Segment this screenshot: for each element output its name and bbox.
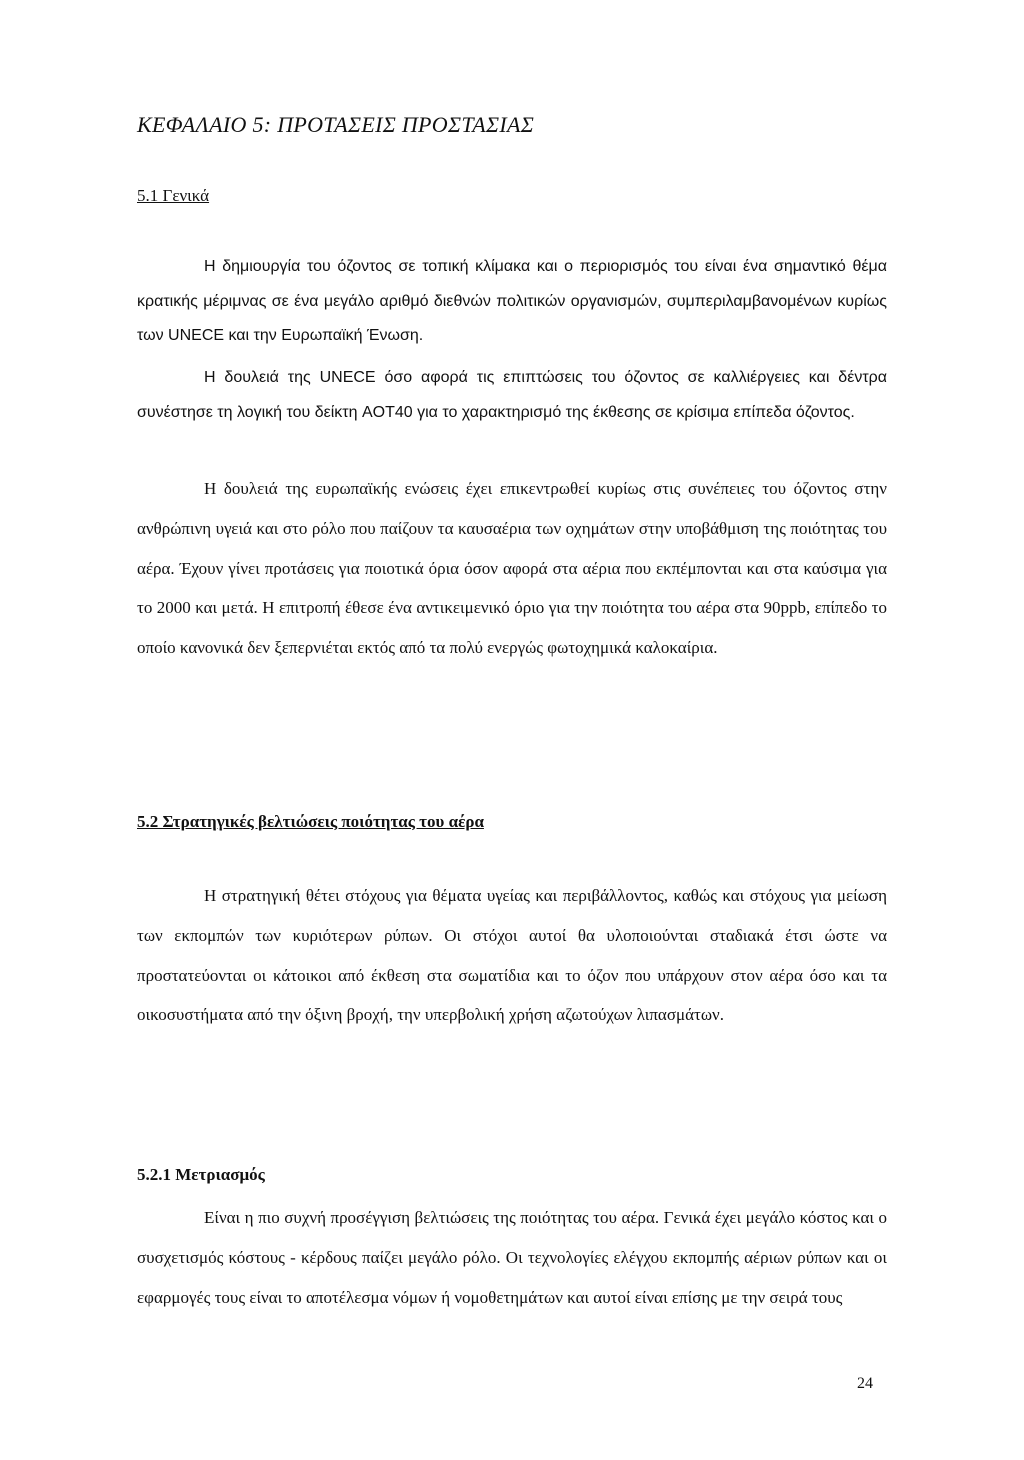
paragraph-5-2-1-1: Είναι η πιο συχνή προσέγγιση βελτιώσεις της ποιότητας του αέρα. Γενικά έχει μεγάλο κόστος και ο συσχετισμός κόστους - κέρδους παίζει μεγάλο ρόλο. Οι τεχνολογίες ελέγχου εκπομπής αέριων ρύπων και οι εφαρμογές τους είναι το αποτέλεσμα νόμων ή νομοθετημάτων και αυτοί είναι επίσης με την σειρά τους — [137, 1208, 887, 1307]
section-heading-5-1: 5.1 Γενικά — [137, 186, 210, 205]
section-heading-5-2: 5.2 Στρατηγικές βελτιώσεις ποιότητας του αέρα — [137, 812, 484, 831]
paragraph-5-1-3: Η δουλειά της ευρωπαϊκής ενώσεις έχει επικεντρωθεί κυρίως στις συνέπειες του όζοντος στην ανθρώπινη υγειά και στο ρόλο που παίζουν τα καυσαέρια των οχημάτων στην υποβάθμιση της ποιότητας του αέρα. Έχουν γίνει προτάσεις για ποιοτικά όρια όσον αφορά στα αέρια που εκπέμπονται και στα καύσιμα για το 2000 και μετά. Η επιτροπή έθεσε ένα αντικειμενικό όριο για την ποιότητα του αέρα στα 90ppb, επίπεδο το οποίο κανονικά δεν ξεπερνιέται εκτός από τα πολύ ενεργώς φωτοχημικά καλοκαίρια. — [137, 479, 887, 658]
paragraph-5-1-2: Η δουλειά της UNECE όσο αφορά τις επιπτώσεις του όζοντος σε καλλιέργειες και δέντρα συνέστησε τη λογική του δείκτη AOT40 για το χαρακτηρισμό της έκθεσης σε κρίσιμα επίπεδα όζοντος. — [137, 369, 887, 421]
paragraph-5-2-1: Η στρατηγική θέτει στόχους για θέματα υγείας και περιβάλλοντος, καθώς και στόχους για μείωση των εκπομπών των κυριότερων ρύπων. Οι στόχοι αυτοί θα υλοποιούνται σταδιακά έτσι ώστε να προστατεύονται οι κάτοικοι από έκθεση στα σωματίδια και το όζον που υπάρχουν στον αέρα όσο και τα οικοσυστήματα από την όξινη βροχή, την υπερβολική χρήση αζωτούχων λιπασμάτων. — [137, 886, 887, 1025]
page-number: 24 — [857, 1375, 873, 1392]
paragraph-5-1-1: Η δημιουργία του όζοντος σε τοπική κλίμακα και ο περιορισμός του είναι ένα σημαντικό θέμα κρατικής μέριμνας σε ένα μεγάλο αριθμό διεθνών πολιτικών οργανισμών, συμπεριλαμβανομένων κυρίως των UNECE και την Ευρωπαϊκή Ένωση. — [137, 258, 887, 344]
subsection-heading-5-2-1: 5.2.1 Μετριασμός — [137, 1165, 265, 1184]
chapter-title: ΚΕΦΑΛΑΙΟ 5: ΠΡΟΤΑΣΕΙΣ ΠΡΟΣΤΑΣΙΑΣ — [137, 112, 535, 137]
